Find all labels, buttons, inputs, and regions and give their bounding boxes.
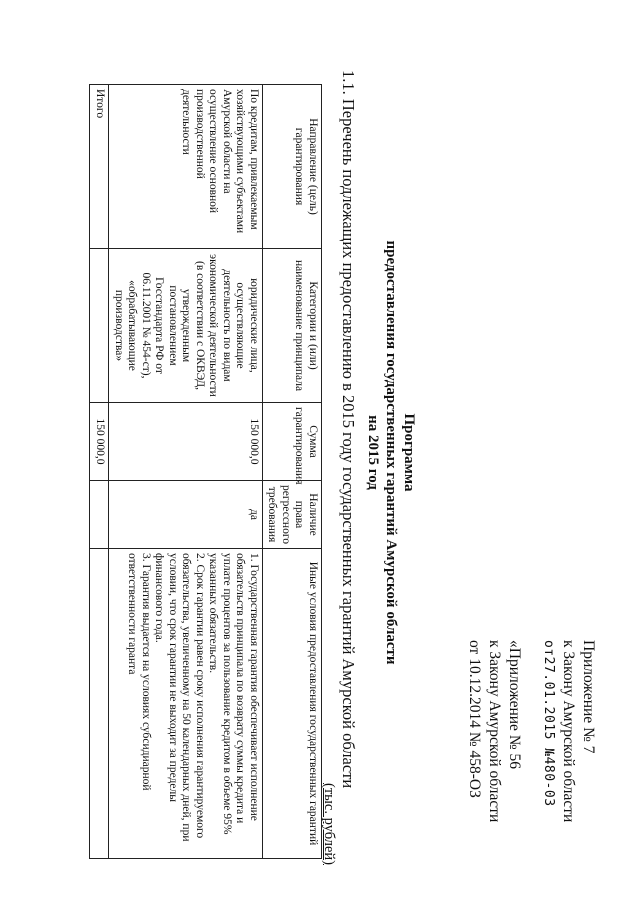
table-total-row [90, 85, 109, 859]
appendix-7-number: Приложение № 7 [580, 640, 597, 754]
units-label: (тыс. рублей) [321, 783, 337, 865]
total-label: Итого [90, 85, 109, 249]
appendix-7-law: к Закону Амурской области [560, 640, 577, 823]
appendix-56-law: к Закону Амурской области [486, 640, 503, 823]
cell-conditions [109, 549, 263, 859]
condition-1: 1. Государственная гарантия обеспечивает исполнение обязательств принципала по возврату суммы кредита и уплате процентов за пользование кредитом в объеме 95% указанных обязательств. [207, 553, 260, 835]
header-principal: Категории и (или) наименование принципала [263, 249, 322, 403]
appendix-56-block [464, 640, 524, 822]
condition-3: 3. Гарантия выдается на условиях субсидиарной ответственности гаранта [126, 553, 152, 791]
table-row [109, 85, 263, 859]
cell-purpose: По кредитам, привлекаемым хозяйствующими субъектами Амурской области на осуществление основной производственной деятельности [109, 85, 263, 249]
appendix-56-number: «Приложение № 56 [506, 640, 523, 769]
total-amount: 150 000,0 [90, 403, 109, 481]
total-empty-principal [90, 249, 109, 403]
table-header-row [263, 85, 322, 859]
cell-principal: юридические лица, осуществляющие деятельность по видам экономической деятельности (в соответствии с ОКВЭД, утвержденным постановлением Госстандарта РФ от 06.11.2001 № 454-ст), «обрабатывающие производства» [109, 249, 263, 403]
guarantees-table [90, 84, 323, 859]
header-amount: Сумма гарантирования [263, 403, 322, 481]
header-conditions: Иные условия предоставления государственных гарантий [263, 549, 322, 859]
cell-amount: 150 000,0 [109, 403, 263, 481]
document-subtitle: предоставления государственных гарантий Амурской области [383, 240, 399, 665]
total-empty-regress [90, 481, 109, 549]
cell-regress: да [109, 481, 263, 549]
header-purpose: Направление (цель) гарантирования [263, 85, 322, 249]
document-title: Программа [401, 413, 417, 492]
condition-2: 2. Срок гарантии равен сроку исполнения гарантируемого обязательства, увеличенному на 50 календарных дней, при условии, что срок гарантии не выходит за пределы финансового года. [153, 553, 206, 842]
appendix-56-date: от 10.12.2014 № 458-ОЗ [466, 640, 483, 798]
appendix-7-date: от27.01.2015 №480-03 [541, 640, 556, 807]
appendix-7-block [538, 640, 598, 822]
header-regress: Наличие права регрессного требования [263, 481, 322, 549]
document-year: на 2015 год [365, 415, 381, 490]
section-heading: 1.1. Перечень подлежащих предоставлению в 2015 году государственных гарантий Амурской области [339, 70, 358, 789]
total-empty-conditions [90, 549, 109, 859]
